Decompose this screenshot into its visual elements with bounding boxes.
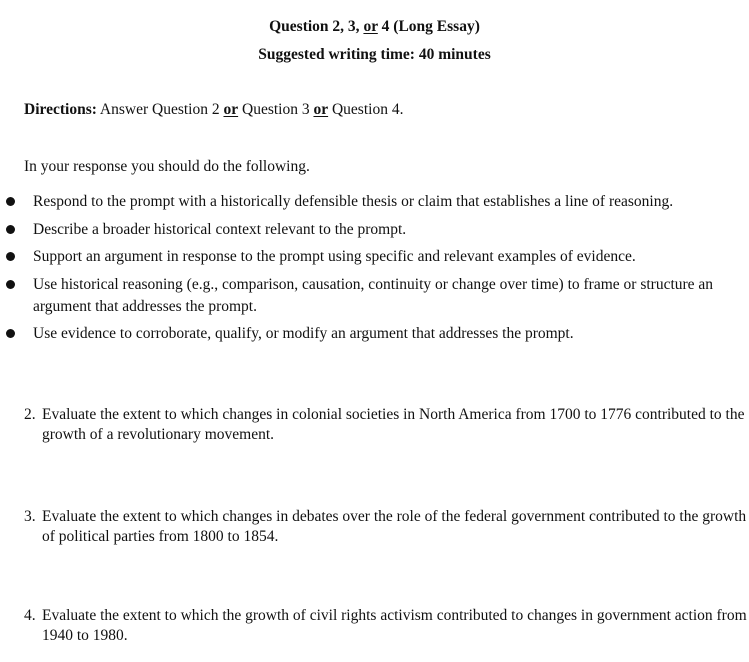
title-prefix: Question 2, 3, <box>269 18 364 35</box>
page-title <box>0 18 749 36</box>
bullet-icon <box>6 329 15 338</box>
question-number: 2. <box>24 406 36 423</box>
question-number: 3. <box>24 508 36 525</box>
question-3 <box>24 507 748 547</box>
list-item <box>0 246 749 268</box>
question-2 <box>24 405 748 445</box>
question-number: 4. <box>24 607 36 624</box>
question-text: Evaluate the extent to which changes in debates over the role of the federal government contributed to the growth of political parties from 1800 to 1854. <box>42 508 747 545</box>
directions <box>24 101 403 119</box>
directions-text-2: Question 3 <box>238 101 314 118</box>
title-or: or <box>363 18 378 35</box>
list-item-text: Use historical reasoning (e.g., comparison, causation, continuity or change over time) to frame or structure an argument that addresses the prompt. <box>33 275 714 315</box>
list-item-text: Respond to the prompt with a historically defensible thesis or claim that establishes a line of reasoning. <box>33 193 674 210</box>
requirements-list <box>0 191 749 351</box>
list-item-text: Describe a broader historical context relevant to the prompt. <box>33 220 407 238</box>
bullet-icon <box>6 225 15 234</box>
instructions-intro: In your response you should do the following. <box>24 158 310 175</box>
directions-text-1: Answer Question 2 <box>96 101 224 118</box>
question-text: Evaluate the extent to which the growth of civil rights activism contributed to changes in government action from 1940 to 1980. <box>42 607 747 644</box>
page-subtitle: Suggested writing time: 40 minutes <box>258 46 491 63</box>
list-item-text: Support an argument in response to the prompt using specific and relevant examples of evidence. <box>33 248 636 265</box>
directions-or-1: or <box>223 101 239 118</box>
list-item <box>0 219 749 241</box>
list-item <box>0 274 749 318</box>
title-suffix: 4 (Long Essay) <box>377 18 480 35</box>
question-4 <box>24 606 748 646</box>
list-item <box>0 191 749 213</box>
directions-text-3: Question 4. <box>328 101 404 118</box>
bullet-icon <box>6 252 15 261</box>
list-item <box>0 323 749 345</box>
list-item-text: Use evidence to corroborate, qualify, or modify an argument that addresses the prompt. <box>33 325 574 342</box>
directions-label: Directions: <box>24 101 97 118</box>
directions-or-2: or <box>313 101 329 118</box>
bullet-icon <box>6 197 15 206</box>
bullet-icon <box>6 280 15 289</box>
question-text: Evaluate the extent to which changes in colonial societies in North America from 1700 to 1776 contributed to the growth of a revolutionary movement. <box>42 406 745 443</box>
